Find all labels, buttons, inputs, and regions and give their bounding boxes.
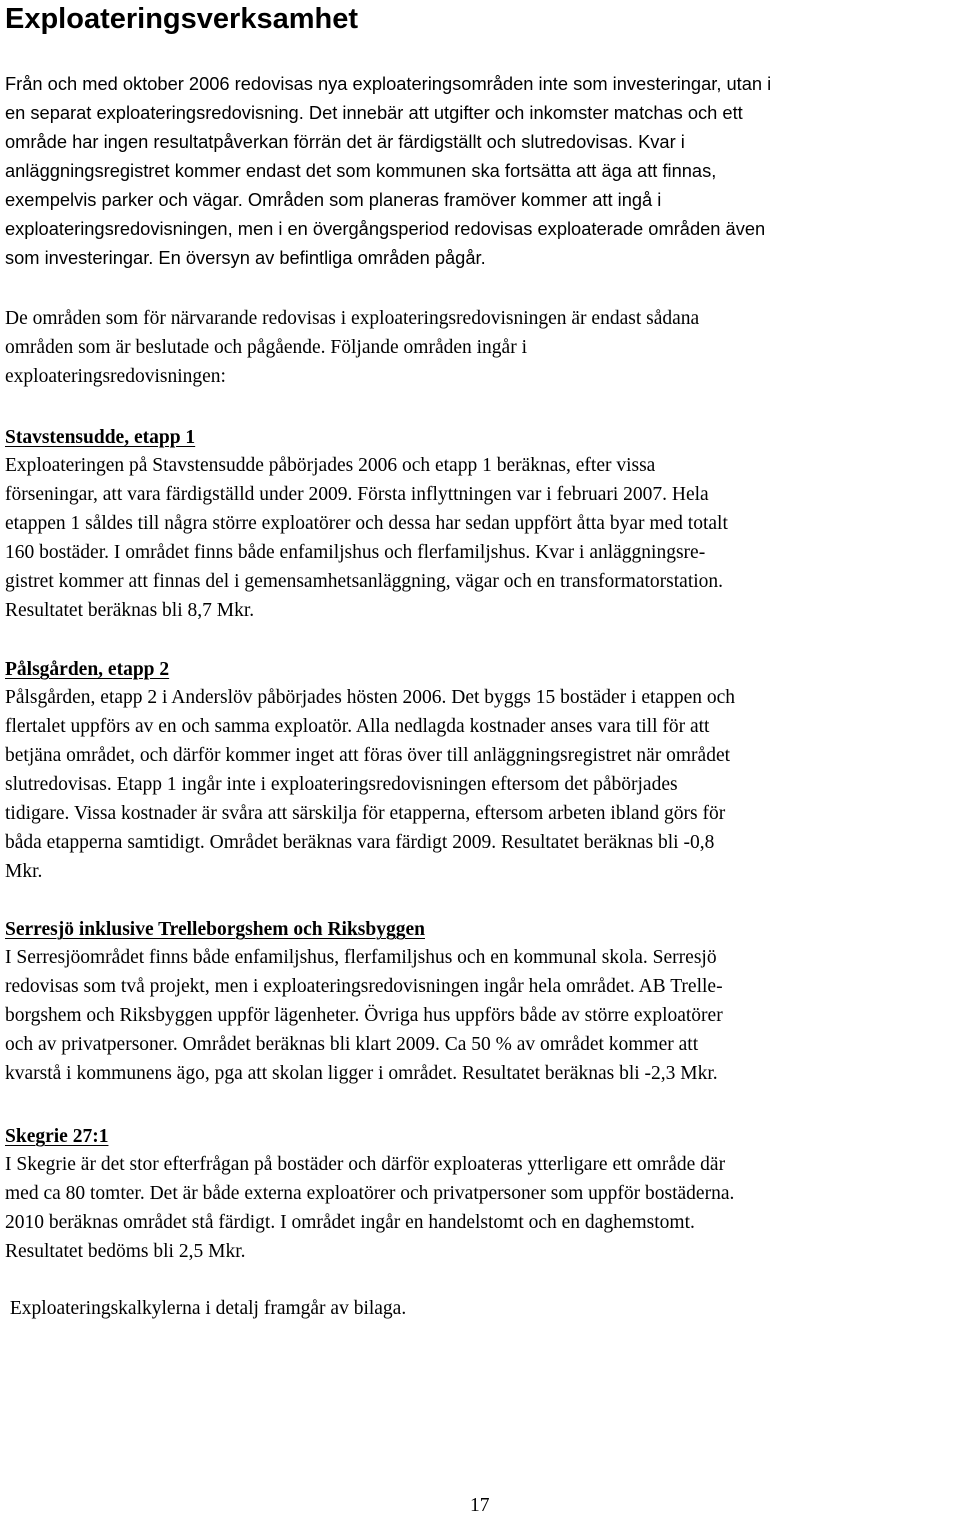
section-heading-skegrie: Skegrie 27:1 xyxy=(5,1126,109,1147)
closing-note: Exploateringskalkylerna i detalj framgår av bilaga. xyxy=(5,1298,407,1319)
section-body-skegrie: I Skegrie är det stor efterfrågan på bostäder och därför exploateras ytterligare ett område där med ca 80 tomter. Det är både externa exploatörer och privatpersoner som uppför bostäderna. 2010 beräknas området stå färdigt. I området ingår en handelstomt och en daghemstomt. Resultatet bedöms bli 2,5 Mkr. xyxy=(5,1154,735,1262)
intro-paragraph: Från och med oktober 2006 redovisas nya exploateringsområden inte som investeringar, utan i en separat exploateringsredovisning. Det innebär att utgifter och inkomster matchas och ett område har ingen resultatpåverkan förrän det är färdigställt och slutredovisas. Kvar i anläggningsregistret kommer endast det som kommunen ska fortsätta att äga att finnas, exempelvis parker och vägar. Områden som planeras framöver kommer att ingå i exploateringsredovisningen, men i en övergångsperiod redovisas exploaterade områden även som investeringar. En översyn av befintliga områden pågår. xyxy=(5,73,772,268)
page-title: Exploateringsverksamhet xyxy=(5,3,358,35)
scope-paragraph: De områden som för närvarande redovisas i exploateringsredovisningen är endast sådana områden som är beslutade och pågående. Följande områden ingår i exploateringsredovisningen: xyxy=(5,308,700,387)
section-body-palsgarden: Pålsgården, etapp 2 i Anderslöv påbörjades hösten 2006. Det byggs 15 bostäder i etappen och flertalet uppförs av en och samma exploatör. Alla nedlagda kostnader anses vara till för att betjäna området, och därför kommer inget att föras över till anläggningsregistret när området slutredovisas. Etapp 1 ingår inte i exploateringsredovisningen eftersom det påbörjades tidigare. Vissa kostnader är svåra att särskilja för etapperna, eftersom arbeten ibland görs för båda etapperna samtidigt. Området beräknas vara färdigt 2009. Resultatet beräknas bli -0,8 Mkr. xyxy=(5,687,736,882)
page-number: 17 xyxy=(470,1495,490,1516)
section-heading-palsgarden: Pålsgården, etapp 2 xyxy=(5,659,170,680)
section-heading-stavstensudde: Stavstensudde, etapp 1 xyxy=(5,427,196,448)
section-heading-serresjo: Serresjö inklusive Trelleborgshem och Riksbyggen xyxy=(5,919,425,940)
section-body-serresjo: I Serresjöområdet finns både enfamiljshus, flerfamiljshus och en kommunal skola. Serresjö redovisas som två projekt, men i exploateringsredovisningen ingår hela området. AB Trelle- borgshem och Riksbyggen uppför lägenheter. Övriga hus uppförs både av större exploatörer och av privatpersoner. Området beräknas bli klart 2009. Ca 50 % av området kommer att kvarstå i kommunens ägo, pga att skolan ligger i området. Resultatet beräknas bli -2,3 Mkr. xyxy=(5,947,723,1084)
section-body-stavstensudde: Exploateringen på Stavstensudde påbörjades 2006 och etapp 1 beräknas, efter vissa förseningar, att vara färdigställd under 2009. Första inflyttningen var i februari 2007. Hela etappen 1 såldes till några större exploatörer och dessa har sedan uppfört åtta byar med totalt 160 bostäder. I området finns både enfamiljshus och flerfamiljshus. Kvar i anläggningsre- gistret kommer att finnas del i gemensamhetsanläggning, vägar och en transformatorstation. Resultatet beräknas bli 8,7 Mkr. xyxy=(5,455,728,621)
